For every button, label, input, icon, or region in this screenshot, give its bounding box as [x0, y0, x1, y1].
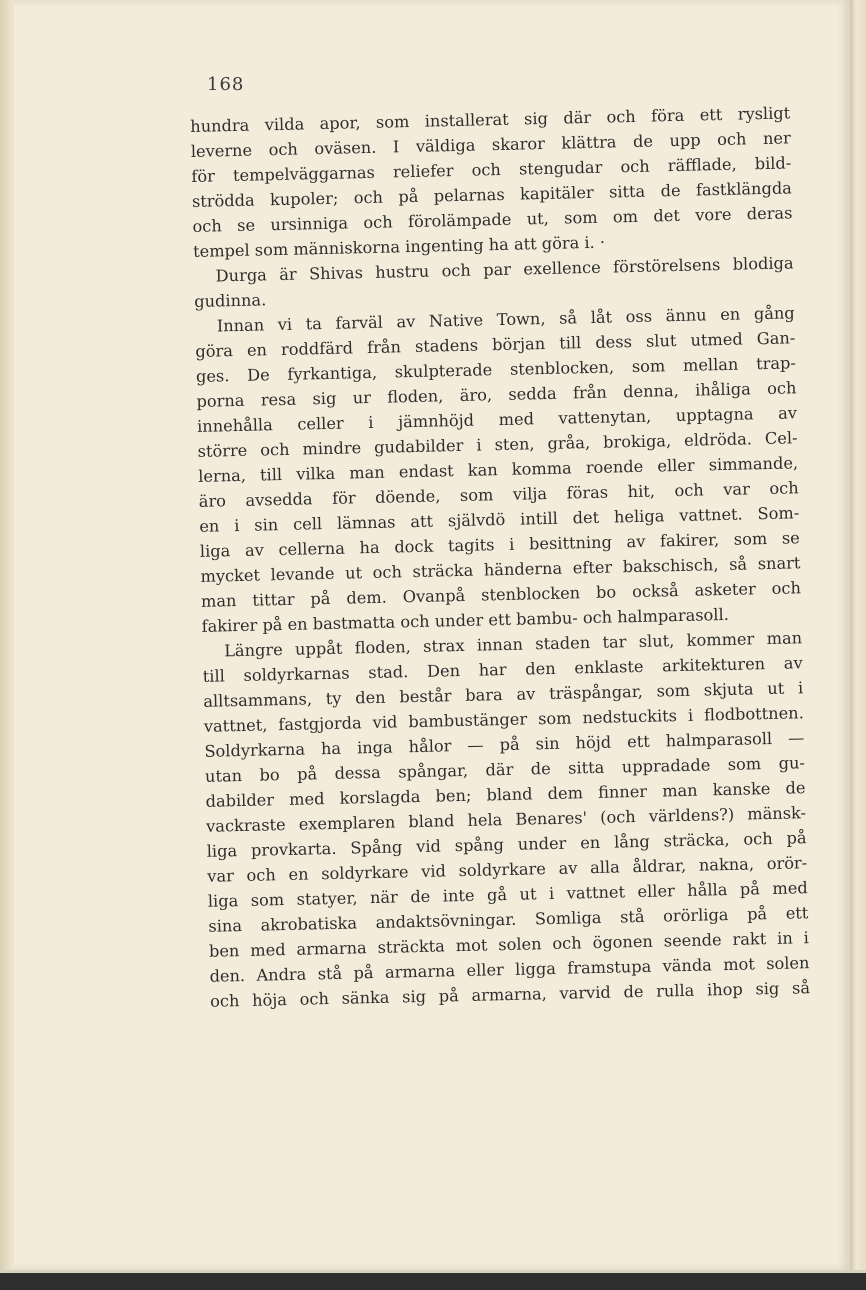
page-edge-right [850, 0, 866, 1287]
text-line: för tempelväggarnas reliefer och stengudar och räfflade, bild- [191, 153, 792, 186]
text-line: göra en roddfärd från stadens början till dess slut utmed Gan- [195, 328, 796, 361]
text-line: äro avsedda för döende, som vilja föras hit, och var och [198, 478, 799, 511]
text-line: man tittar på dem. Ovanpå stenblocken bo också asketer och [200, 578, 802, 611]
text-line: strödda kupoler; och på pelarnas kapitäler sitta de fastklängda [191, 178, 793, 211]
text-line: Längre uppåt floden, strax innan staden tar slut, kommer man [223, 628, 803, 661]
text-line: liga provkarta. Spång vid spång under en lång sträcka, och på [206, 828, 807, 861]
text-line: liga av cellerna ha dock tagits i besittning av fakirer, som se [199, 528, 800, 561]
text-line: hundra vilda apor, som installerat sig där och föra ett rysligt [190, 103, 791, 136]
text-line: lerna, till vilka man endast kan komma roende eller simmande, [198, 453, 799, 486]
text-line: dabilder med korslagda ben; bland dem finner man kanske de [205, 778, 806, 811]
text-line: porna resa sig ur floden, äro, sedda från denna, ihåliga och [196, 378, 797, 411]
text-line: Soldyrkarna ha inga hålor — på sin höjd ett halmparasoll — [204, 728, 805, 761]
text-line: och se ursinniga och förolämpade ut, som om det vore deras [192, 203, 793, 236]
text-line: en i sin cell lämnas att självdö intill det heliga vattnet. Som- [199, 503, 800, 536]
text-line: leverne och oväsen. I väldiga skaror klättra de upp och ner [190, 128, 791, 161]
text-line: sina akrobatiska andaktsövningar. Somliga stå orörliga på ett [208, 903, 809, 936]
text-line: den. Andra stå på armarna eller ligga framstupa vända mot solen [209, 953, 810, 986]
text-line: mycket levande ut och sträcka händerna efter bakschisch, så snart [200, 553, 801, 586]
text-line: Durga är Shivas hustru och par exellence förstörelsens blodiga [215, 253, 794, 286]
text-line: till soldyrkarnas stad. Den har den enklaste arkitekturen av [202, 653, 803, 686]
text-line: innehålla celler i jämnhöjd med vattenytan, upptagna av [196, 403, 798, 436]
text-line: gudinna. [194, 290, 267, 311]
text-line: ben med armarna sträckta mot solen och ögonen seende rakt in i [208, 928, 810, 961]
text-line: Innan vi ta farväl av Native Town, så låt oss ännu en gång [216, 303, 795, 336]
text-line: större och mindre gudabilder i sten, gråa, brokiga, eldröda. Cel- [197, 428, 798, 461]
text-line: alltsammans, ty den består bara av träspångar, som skjuta ut i [203, 678, 804, 711]
text-line: fakirer på en bastmatta och under ett bambu- och halmparasoll. [201, 604, 729, 636]
body-text [190, 100, 810, 1013]
text-line: ges. De fyrkantiga, skulpterade stenblocken, som mellan trap- [195, 353, 797, 386]
text-line: utan bo på dessa spångar, där de sitta uppradade som gu- [204, 753, 806, 786]
text-line: liga som statyer, när de inte gå ut i vattnet eller hålla på med [207, 878, 808, 911]
text-line: var och en soldyrkare vid soldyrkare av alla åldrar, nakna, orör- [207, 853, 808, 886]
text-line: tempel som människorna ingenting ha att göra i. · [192, 232, 606, 261]
text-line: och höja och sänka sig på armarna, varvid de rulla ihop sig så [209, 978, 811, 1011]
text-line: vattnet, fastgjorda vid bambustänger som nedstuckits i flodbottnen. [203, 703, 804, 736]
page-number: 168 [207, 74, 245, 95]
bottom-strip [0, 1270, 866, 1290]
text-line: vackraste exemplaren bland hela Benares' (och världens?) mänsk- [205, 803, 807, 836]
